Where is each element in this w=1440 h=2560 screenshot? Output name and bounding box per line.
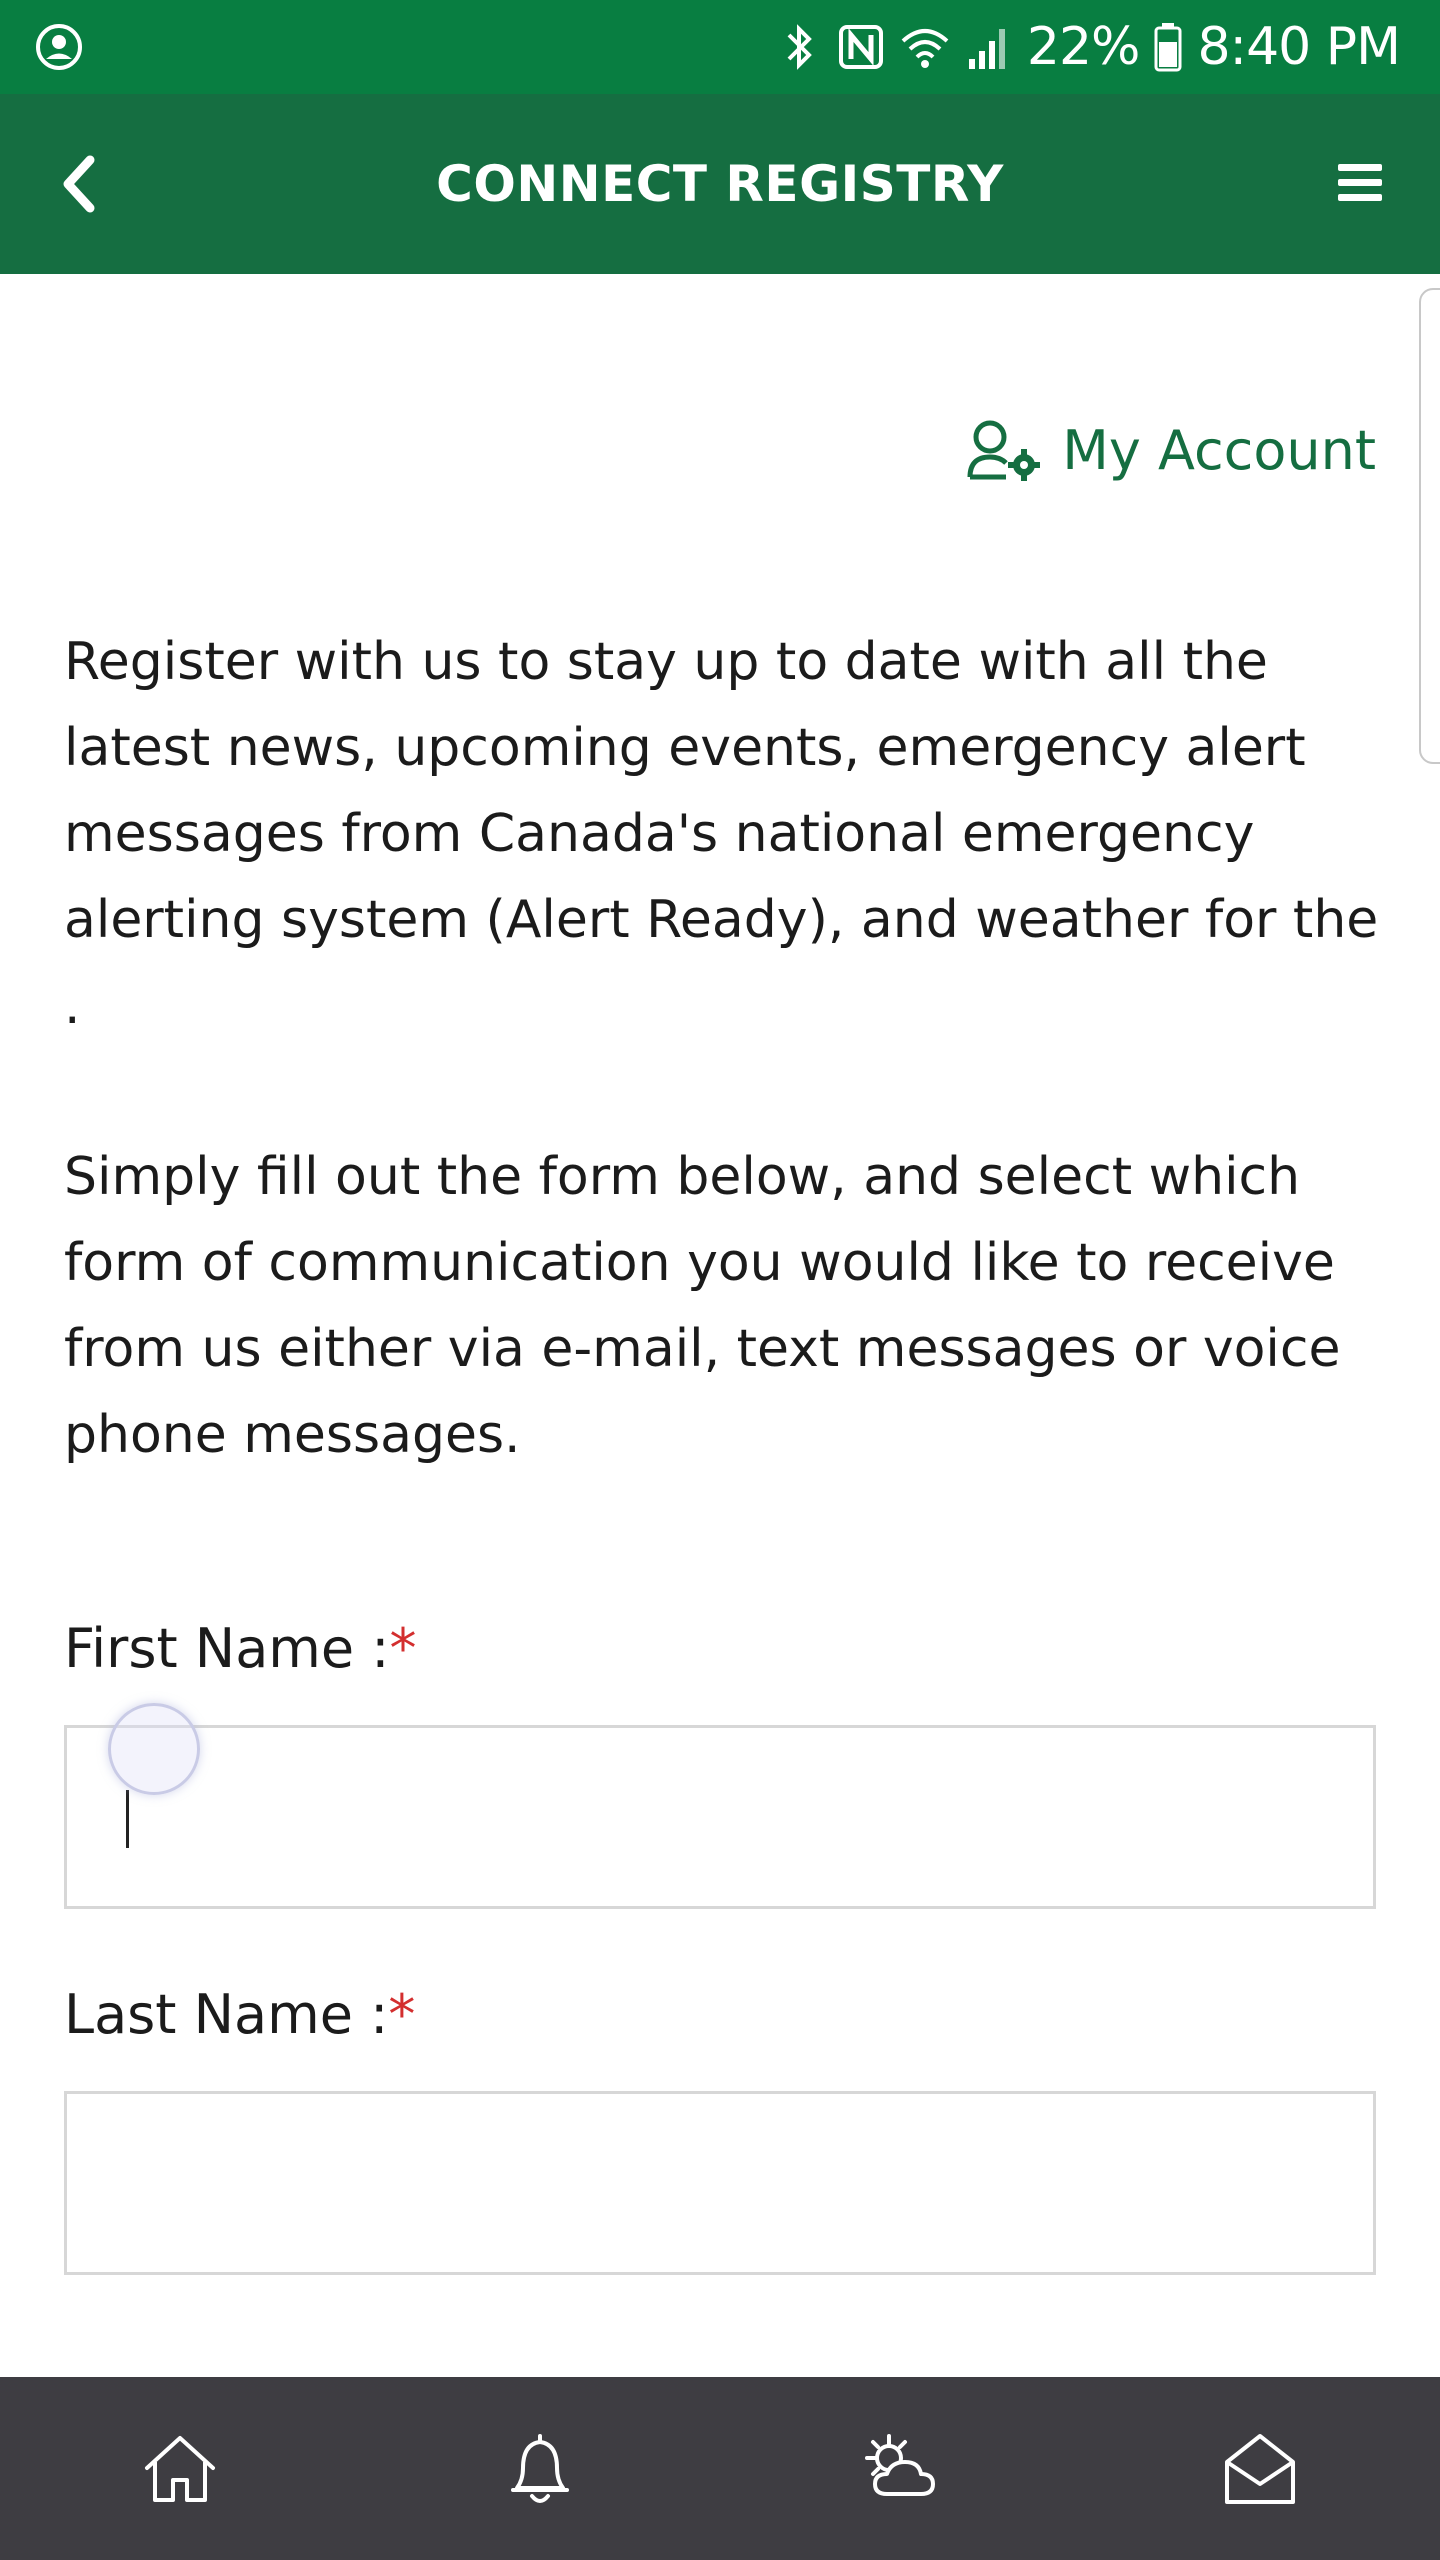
first-name-label-text: First Name : — [64, 1617, 390, 1680]
required-marker: * — [388, 1983, 416, 2046]
user-gear-icon — [966, 417, 1044, 483]
signal-icon — [965, 21, 1013, 73]
bell-icon — [499, 2428, 581, 2510]
first-name-input[interactable] — [64, 1725, 1376, 1909]
mail-open-icon — [1219, 2428, 1301, 2510]
side-drawer-handle[interactable] — [1419, 288, 1440, 764]
page-title: CONNECT REGISTRY — [436, 155, 1004, 213]
weather-icon — [859, 2428, 941, 2510]
status-bar — [0, 0, 1440, 94]
last-name-input[interactable] — [64, 2091, 1376, 2275]
required-marker: * — [389, 1617, 417, 1680]
clock: 8:40 PM — [1197, 17, 1400, 77]
battery-percent: 22% — [1026, 17, 1140, 77]
app-bar — [0, 94, 1440, 274]
nav-messages[interactable] — [1080, 2377, 1440, 2560]
wifi-icon — [899, 21, 951, 73]
my-account-link[interactable] — [966, 410, 1376, 490]
hamburger-menu-icon[interactable] — [1336, 160, 1384, 206]
bottom-nav — [0, 2377, 1440, 2560]
intro-paragraph: Register with us to stay up to date with all the latest news, upcoming events, emergency alert messages from Canada's national emergency alerting system (Alert Ready), and weather for the . — [64, 632, 1379, 1036]
nfc-icon — [837, 21, 885, 73]
my-account-label: My Account — [1062, 418, 1376, 482]
battery-icon — [1153, 22, 1183, 72]
home-icon — [139, 2428, 221, 2510]
last-name-label — [64, 1980, 415, 2050]
touch-indicator — [108, 1703, 200, 1795]
text-caret — [126, 1790, 129, 1848]
instructions-paragraph: Simply fill out the form below, and select which form of communication you would like to receive from us either via e-mail, text messages or voice phone messages. — [64, 1147, 1341, 1465]
bluetooth-icon — [775, 21, 823, 73]
first-name-label — [64, 1614, 416, 1684]
profile-icon — [34, 22, 84, 72]
nav-weather[interactable] — [720, 2377, 1080, 2560]
last-name-label-text: Last Name : — [64, 1983, 389, 2046]
nav-alerts[interactable] — [360, 2377, 720, 2560]
chevron-left-icon[interactable] — [56, 152, 100, 216]
nav-home[interactable] — [0, 2377, 360, 2560]
